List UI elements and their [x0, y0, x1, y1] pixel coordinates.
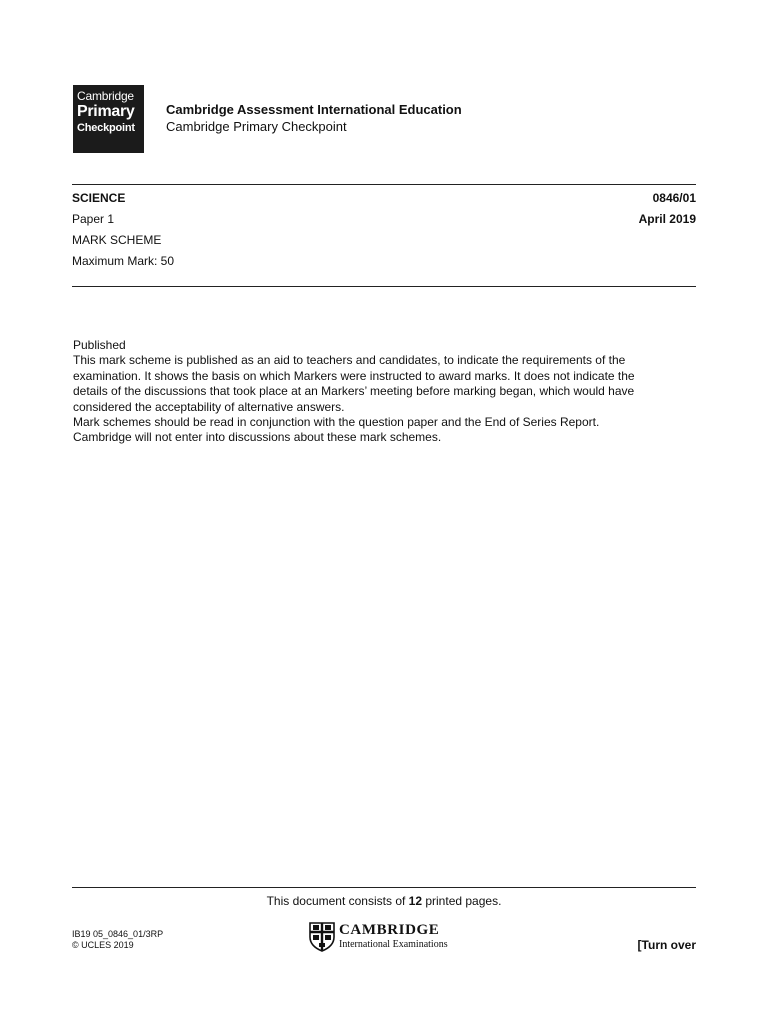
maximum-mark: Maximum Mark: 50: [72, 254, 175, 268]
document-type: MARK SCHEME: [72, 233, 162, 247]
organisation-subtitle: Cambridge Primary Checkpoint: [166, 119, 347, 134]
page-count-suffix: printed pages.: [422, 894, 502, 908]
paper-details: [72, 188, 174, 272]
cambridge-wordmark-subtitle: International Examinations: [339, 939, 448, 950]
cambridge-wordmark: CAMBRIDGE: [339, 922, 440, 938]
notice-line: considered the acceptability of alternative answers.: [73, 399, 345, 414]
page-count-notice: [0, 894, 768, 908]
notice-line: details of the discussions that took place at an Markers’ meeting before marking began, which would have: [73, 384, 635, 399]
copyright: © UCLES 2019: [72, 940, 134, 950]
footer-divider: [72, 887, 696, 888]
logo-line-1: Cambridge: [77, 89, 134, 103]
notice-line: examination. It shows the basis on which Markers were instructed to award marks. It does not indicate the: [73, 368, 635, 383]
published-notice: [73, 338, 693, 446]
turn-over-label: [Turn over: [637, 938, 696, 952]
notice-line: This mark scheme is published as an aid to teachers and candidates, to indicate the requirements of the: [73, 353, 626, 368]
cambridge-shield-icon: [309, 922, 335, 952]
page-count: 12: [408, 894, 423, 908]
exam-session: April 2019: [638, 212, 696, 226]
document-reference: [72, 929, 163, 951]
cambridge-primary-checkpoint-logo: [73, 85, 144, 153]
notice-line: Mark schemes should be read in conjunction with the question paper and the End of Series Report.: [73, 415, 600, 430]
published-heading: Published: [73, 338, 126, 352]
subject: SCIENCE: [72, 191, 126, 205]
paper-code: 0846/01: [652, 191, 696, 205]
logo-line-3: Checkpoint: [77, 122, 135, 134]
paper-code-block: [639, 188, 696, 230]
middle-divider: [72, 286, 696, 287]
notice-line: Cambridge will not enter into discussions about these mark schemes.: [73, 430, 442, 445]
top-divider: [72, 184, 696, 185]
document-code: IB19 05_0846_01/3RP: [72, 929, 164, 939]
organisation-name: Cambridge Assessment International Education: [166, 102, 462, 117]
logo-line-2: Primary: [77, 103, 135, 120]
page-count-prefix: This document consists of: [266, 894, 409, 908]
paper-number: Paper 1: [72, 212, 115, 226]
